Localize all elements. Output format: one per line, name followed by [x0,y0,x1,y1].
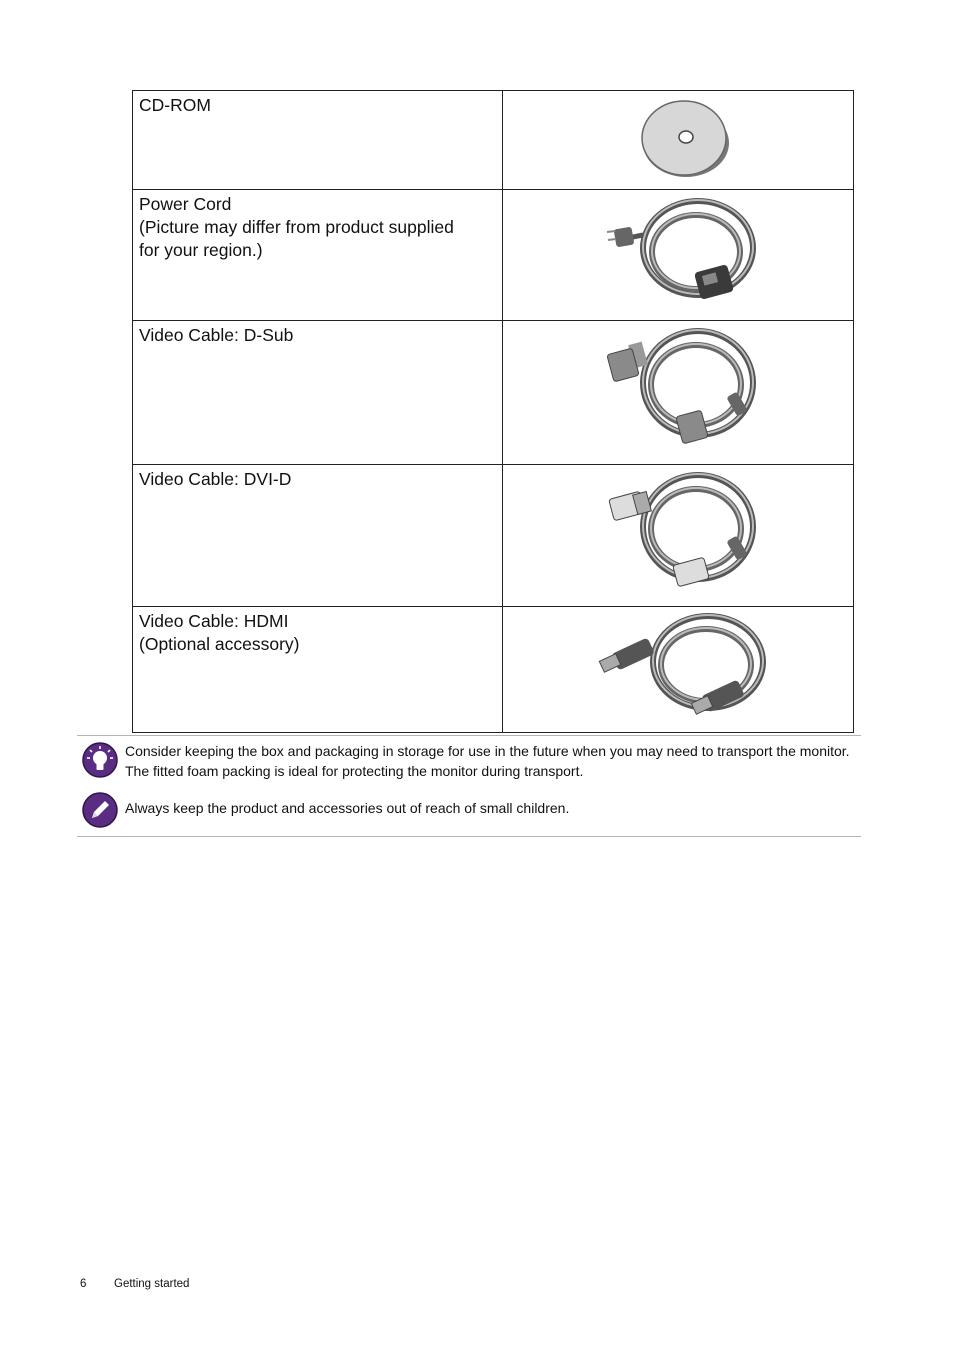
accessory-label [133,190,503,321]
section-title: Getting started [114,1278,190,1290]
accessory-name: Video Cable: DVI-D [139,469,292,489]
cd-rom-image [503,91,854,190]
page-number: 6 [80,1278,87,1290]
accessory-note: (Optional accessory) [139,634,300,654]
table-row [133,91,854,190]
note-text: Consider keeping the box and packaging in storage for use in the future when you may need to transport the monitor. The fitted foam packing is ideal for protecting the monitor during transport. [125,743,850,779]
note-text: Always keep the product and accessories out of reach of small children. [125,800,570,816]
power-cord-image [503,190,854,321]
notes-section [77,735,861,837]
table-row [133,321,854,465]
accessory-name: Video Cable: HDMI [139,611,289,631]
accessory-label [133,91,503,190]
accessory-name: Video Cable: D-Sub [139,325,294,345]
table-row [133,465,854,607]
dvi-d-cable-image [503,465,854,607]
hdmi-cable-image [503,607,854,733]
table-row [133,190,854,321]
accessory-label [133,607,503,733]
accessory-note: (Picture may differ from product supplied [139,217,454,237]
d-sub-cable-image [503,321,854,465]
accessories-table [132,90,854,733]
table-row [133,607,854,733]
pencil-icon [82,792,118,828]
accessory-note: for your region.) [139,240,263,260]
accessory-name: CD-ROM [139,95,211,115]
accessory-label [133,321,503,465]
accessory-name: Power Cord [139,194,232,214]
lightbulb-icon [82,742,118,778]
accessory-label [133,465,503,607]
